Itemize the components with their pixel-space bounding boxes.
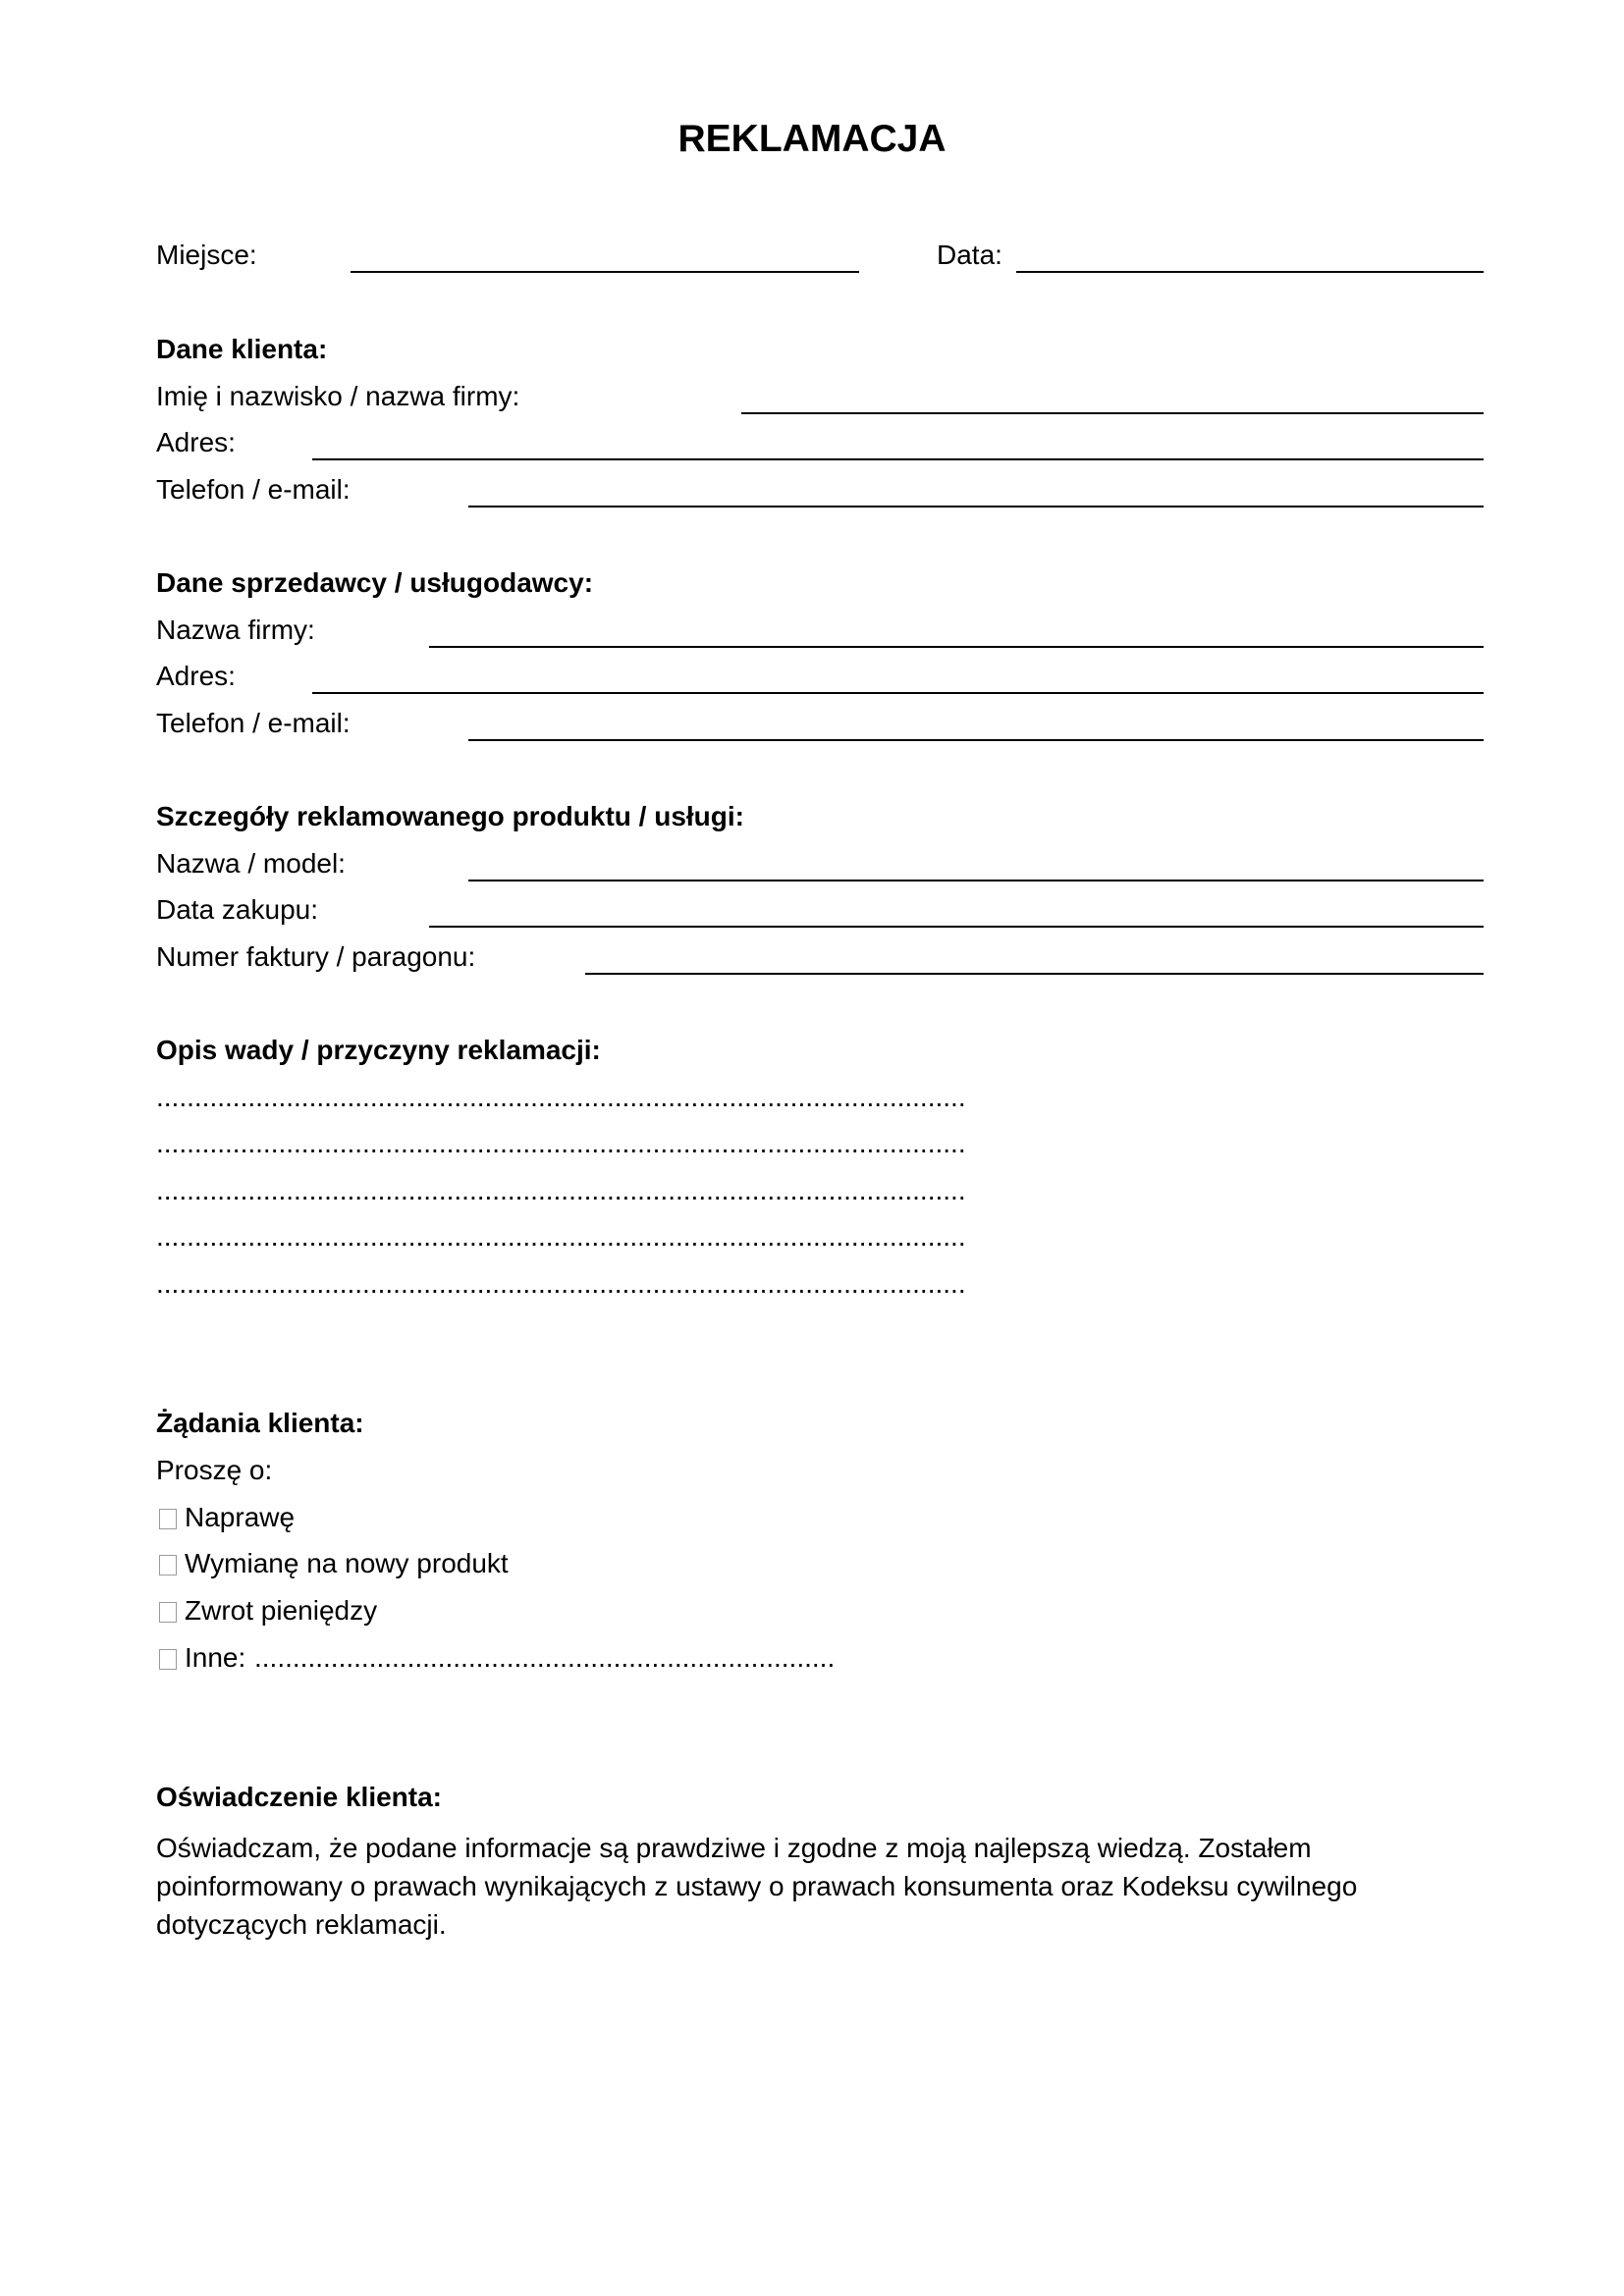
invoice-number-field[interactable]	[585, 973, 1484, 975]
seller-company-label: Nazwa firmy:	[156, 614, 315, 645]
defect-line-2[interactable]: ..........................................................................................................	[156, 1128, 966, 1158]
product-section-heading: Szczegóły reklamowanego produktu / usługi:	[156, 801, 744, 831]
defect-line-4[interactable]: ..........................................................................................................	[156, 1221, 966, 1252]
purchase-date-field[interactable]	[429, 926, 1484, 928]
statement-paragraph	[156, 1829, 1433, 1944]
client-address-label: Adres:	[156, 427, 236, 457]
seller-contact-field[interactable]	[468, 739, 1484, 741]
seller-contact-label: Telefon / e-mail:	[156, 708, 351, 738]
option-refund-label: Zwrot pieniędzy	[185, 1595, 378, 1626]
option-repair-label: Naprawę	[185, 1502, 296, 1532]
statement-line-2: poinformowany o prawach wynikających z ustawy o prawach konsumenta oraz Kodeksu cywilnego	[156, 1871, 1358, 1901]
seller-section-heading: Dane sprzedawcy / usługodawcy:	[156, 567, 594, 598]
client-contact-field[interactable]	[468, 506, 1484, 507]
date-field[interactable]	[1016, 271, 1484, 273]
document-title: REKLAMACJA	[677, 118, 947, 160]
client-contact-label: Telefon / e-mail:	[156, 474, 351, 505]
statement-line-3: dotyczących reklamacji.	[156, 1909, 447, 1940]
seller-address-field[interactable]	[312, 692, 1484, 694]
product-model-field[interactable]	[468, 880, 1484, 881]
demands-section-heading: Żądania klienta:	[156, 1408, 364, 1438]
demands-intro: Proszę o:	[156, 1455, 273, 1485]
client-address-field[interactable]	[312, 458, 1484, 460]
defect-section-heading: Opis wady / przyczyny reklamacji:	[156, 1035, 601, 1065]
place-label: Miejsce:	[156, 240, 257, 270]
option-other-field[interactable]: ............................................................................	[254, 1642, 836, 1673]
seller-address-label: Adres:	[156, 661, 236, 691]
checkbox-replacement[interactable]	[159, 1555, 177, 1575]
checkbox-other[interactable]	[159, 1649, 177, 1670]
defect-line-3[interactable]: ..........................................................................................................	[156, 1175, 966, 1205]
option-replacement-label: Wymianę na nowy produkt	[185, 1548, 509, 1578]
product-model-label: Nazwa / model:	[156, 848, 346, 879]
defect-line-1[interactable]: ..........................................................................................................	[156, 1082, 966, 1112]
purchase-date-label: Data zakupu:	[156, 894, 318, 925]
statement-line-1: Oświadczam, że podane informacje są prawdziwe i zgodne z moją najlepszą wiedzą. Zostałem	[156, 1833, 1312, 1863]
defect-line-5[interactable]: ..........................................................................................................	[156, 1268, 966, 1299]
client-name-label: Imię i nazwisko / nazwa firmy:	[156, 381, 520, 411]
seller-company-field[interactable]	[429, 646, 1484, 648]
invoice-number-label: Numer faktury / paragonu:	[156, 941, 476, 972]
date-label: Data:	[937, 240, 1002, 270]
client-section-heading: Dane klienta:	[156, 334, 328, 364]
checkbox-repair[interactable]	[159, 1509, 177, 1529]
checkbox-refund[interactable]	[159, 1602, 177, 1623]
place-field[interactable]	[351, 271, 859, 273]
statement-section-heading: Oświadczenie klienta:	[156, 1782, 442, 1812]
client-name-field[interactable]	[741, 412, 1484, 414]
option-other-label: Inne:	[185, 1642, 246, 1673]
